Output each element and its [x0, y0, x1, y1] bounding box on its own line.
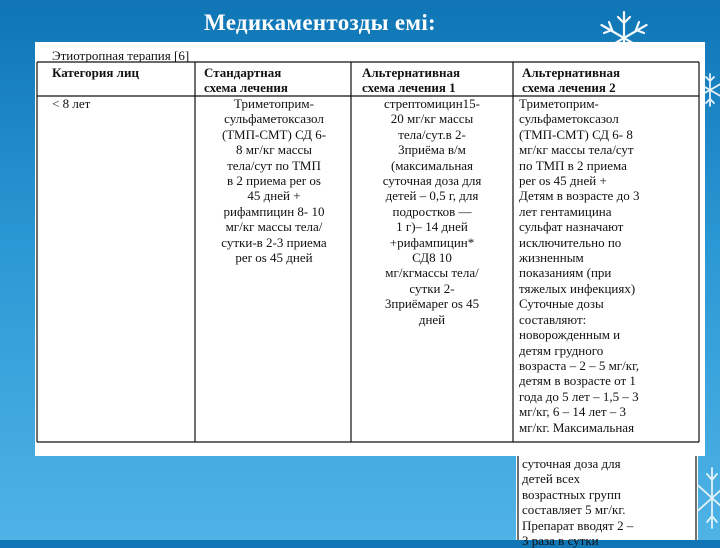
table-caption: Этиотропная терапия [6]	[52, 48, 190, 63]
header-standard: Стандартная схема лечения	[204, 65, 288, 96]
cell-standard: Триметоприм- сульфаметоксазол (ТМП-СМТ) СД 6- 8 мг/кг массы тела/сут по ТМП в 2 приема per os 45 дней + рифампицин 8- 10 мг/кг массы тела/ сутки-в 2-3 приема per os 45 дней	[221, 96, 327, 266]
table-continuation	[516, 456, 698, 548]
cell-alt2-continued: суточная доза для детей всех возрастных групп составляет 5 мг/кг. Препарат вводят 2 – 3 раза в сутки	[522, 456, 634, 548]
cell-alt2: Триметоприм- сульфаметоксазол (ТМП-СМТ) СД 6- 8 мг/кг массы тела/сут по ТМП в 2 приема per os 45 дней + Детям в возрасте до 3 лет гентамицина сульфат назначают исключительно по жизненным показаниям (при тяжелых инфекциях) Суточные дозы составляют: новорожденным и детям грудного возраста – 2 – 5 мг/кг, детям в возрасте от 1 года до 5 лет – 1,5 – 3 мг/кг, 6 – 14 лет – 3 мг/кг. Максимальная	[519, 96, 640, 435]
header-alt1: Альтернативная схема лечения 1	[362, 65, 461, 96]
scanned-table	[35, 42, 705, 456]
slide-title: Медикаментозды емі:	[203, 10, 437, 35]
cell-category: < 8 лет	[52, 96, 91, 111]
header-alt2: Альтернативная схема лечения 2	[522, 65, 621, 96]
header-category: Категория лиц	[52, 65, 139, 80]
cell-alt1: стрептомицин15- 20 мг/кг массы тела/сут.в 2- 3приёма в/м (максимальная суточная доза для детей – 0,5 г, для подростков — 1 г)– 14 дней +рифампицин* СД8 10 мг/кгмассы тела/ сутки 2- 3приёмаper os 45 дней	[382, 96, 482, 327]
